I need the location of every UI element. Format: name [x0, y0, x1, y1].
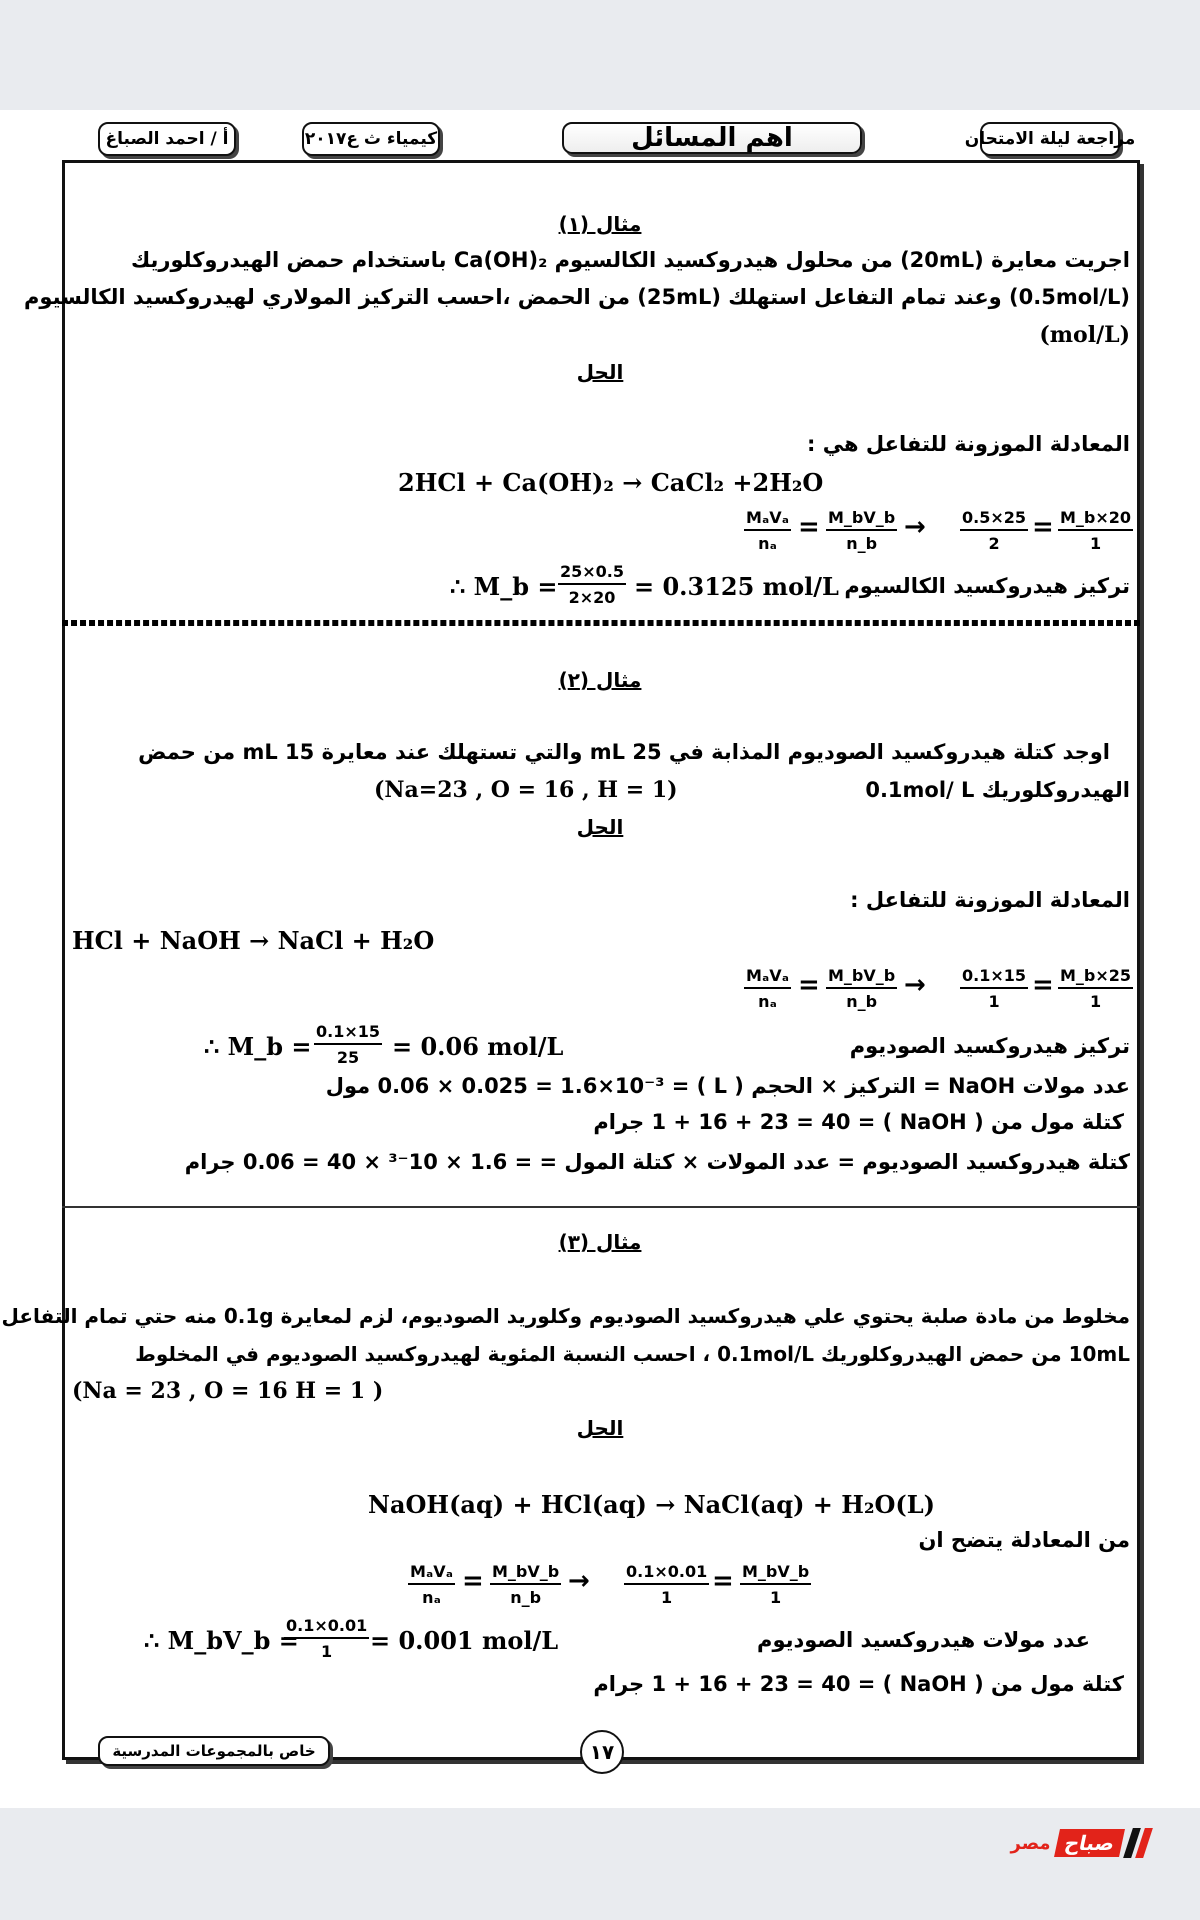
example-2-atomic-masses: (Na=23 , O = 16 , H = 1)	[374, 777, 678, 803]
example-3-moles-label: عدد مولات هيدروكسيد الصوديوم	[757, 1628, 1090, 1652]
example-3-result: = 0.001 mol/L	[370, 1626, 559, 1655]
example-1-solution: الحل	[576, 360, 624, 384]
example-2-therefore: ∴ M_b =	[204, 1032, 312, 1061]
example-1-calc-fraction: $\frac{25\times 0.5}{2\times 20}$	[560, 562, 625, 607]
page-frame	[62, 160, 1140, 1760]
example-3-heading: مثال (٣)	[558, 1230, 642, 1254]
example-3-line-1: مخلوط من مادة صلبة يحتوي علي هيدروكسيد الصوديوم وكلوريد الصوديوم، لزم لمعايرة 0.1g منه حتي تمام التفاعل	[1, 1304, 1130, 1328]
example-2-fraction-b: $\frac{M\_bV\_b}{n\_b}$	[828, 966, 896, 1011]
example-1-fraction-d: $\frac{M\_b\times 20}{1}$	[1060, 508, 1132, 553]
example-3-fraction-a: MₐVₐ nₐ	[410, 1562, 453, 1607]
example-3-line-2: 10mL من حمض الهيدروكلوريك 0.1mol/L ، احسب النسبة المئوية لهيدروكسيد الصوديوم في المخلوط	[135, 1342, 1130, 1366]
example-2-line-1: اوجد كتلة هيدروكسيد الصوديوم المذابة في 25 mL والتي تستهلك عند معايرة 15 mL من حمض	[138, 740, 1110, 764]
example-3-calc-fraction: $\frac{0.1\times 0.01}{1}$	[286, 1616, 368, 1661]
example-2-molar-mass-line: كتلة مول من ( NaOH ) = 1 + 16 + 23 = 40 جرام	[593, 1110, 1124, 1134]
example-3-atomic-masses: (Na = 23 , O = 16 H = 1 )	[72, 1378, 384, 1404]
example-2-line-2-arabic: الهيدروكلوريك 0.1mol/ L	[865, 778, 1130, 802]
example-2-fraction-d: $\frac{M\_b\times 25}{1}$	[1060, 966, 1132, 1011]
school-groups-label: خاص بالمجموعات المدرسية	[98, 1736, 330, 1766]
example-2-solution: الحل	[576, 815, 624, 839]
example-1-line-1: اجريت معايرة (20mL) من محلول هيدروكسيد الكالسيوم Ca(OH)₂ باستخدام حمض الهيدروكلوريك	[130, 248, 1130, 272]
review-label: مراجعة ليلة الامتحان	[980, 122, 1120, 156]
example-1-fraction-a: MₐVₐ nₐ	[746, 508, 789, 553]
example-3-fraction-c: $\frac{0.1\times 0.01}{1}$	[626, 1562, 708, 1607]
example-2-result: = 0.06 mol/L	[392, 1032, 564, 1061]
example-3-molar-mass-line: كتلة مول من ( NaOH ) = 1 + 16 + 23 = 40 جرام	[593, 1672, 1124, 1696]
example-1-fraction-c: $\frac{0.5\times 25}{2}$	[962, 508, 1027, 553]
example-3-fraction-b: $\frac{M\_bV\_b}{n\_b}$	[492, 1562, 560, 1607]
logo-bars-icon	[1128, 1828, 1148, 1858]
logo-box-text: صباح	[1054, 1829, 1125, 1857]
teacher-label: أ / احمد الصباغ	[98, 122, 236, 156]
example-1-equation-label: المعادلة الموزونة للتفاعل هي :	[807, 432, 1130, 456]
example-2-moles-line: عدد مولات NaOH = التركيز × الحجم ( L ) = 0.06 × 0.025 = 1.6×10⁻³ مول	[325, 1074, 1130, 1098]
page-title: اهم المسائل	[562, 122, 862, 154]
section-divider-2	[62, 1206, 1140, 1208]
example-2-heading: مثال (٢)	[558, 668, 642, 692]
brand-logo	[958, 1824, 1148, 1862]
section-divider	[62, 620, 1140, 626]
example-1-line-3: (mol/L)	[1039, 322, 1130, 348]
example-2-fraction-a: MₐVₐ nₐ	[746, 966, 789, 1011]
example-3-therefore: ∴ M_bV_b =	[144, 1626, 299, 1655]
example-3-equation: NaOH(aq) + HCl(aq) → NaCl(aq) + H₂O(L)	[368, 1490, 935, 1519]
example-1-fraction-b: $\frac{M\_bV\_b}{n\_b}$	[828, 508, 896, 553]
example-1-concentration-label: تركيز هيدروكسيد الكالسيوم	[844, 574, 1130, 598]
example-1-result: = 0.3125 mol/L	[634, 572, 839, 601]
page-number: ١٧	[580, 1730, 624, 1774]
example-1-heading: مثال (١)	[558, 212, 642, 236]
worksheet-page: مراجعة ليلة الامتحان اهم المسائل كيمياء ث ع٢٠١٧ أ / احمد الصباغ مثال (١) اجريت معايرة (20mL) من محلول هيدروكسيد الكالسيوم Ca(OH)₂ باستخدام حمض الهيدروكلوريك (0.5mol/L) وعند تمام التفاعل استهلك (25mL) من الحمض ،احسب التركيز المولاري لهيدروكسيد الكالسيوم (mol/L) الحل المعادلة الموزونة للتفاعل هي : 2HCl + Ca(OH)₂ → CaCl₂ +2H₂O MₐVₐ nₐ = $\frac{M\_bV\_b}{n\_b}$ → $\frac{0.5\times 25}{2}$ = $\frac{M\_b\times 20}{1}$ تركيز هيدروكسيد الكالسيوم ∴ M_b = $\frac{25\times 0.5}{2\times 20}$ = 0.3125 mol/L مثال (٢) اوجد كتلة هيدروكسيد الصوديوم المذابة في 25 mL والتي تستهلك عند معايرة 15 mL من حمض الهيدروكلوريك 0.1mol/ L (Na=23 , O = 16 , H = 1) الحل المعادلة الموزونة للتفاعل : HCl + NaOH → NaCl + H₂O MₐVₐ nₐ = $\frac{M\_bV\_b}{n\_b}$ → $\frac{0.1\times 15}{1}$ = $\frac{M\_b\times 25}{1}$ تركيز هيدروكسيد الصوديوم ∴ M_b = $\frac{0.1\times 15}{25}$ = 0.06 mol/L عدد مولات NaOH = التركيز × الحجم ( L ) = 0.06 × 0.025 = 1.6×10⁻³ مول كتلة مول من ( NaOH ) = 1 + 16 + 23 = 40 جرام كتلة هيدروكسيد الصوديوم = عدد المولات × كتلة المول = = 1.6 × 10⁻³ × 40 = 0.06 جرام مثال (٣) مخلوط من مادة صلبة يحتوي علي هيدروكسيد الصوديوم وكلوريد الصوديوم، لزم لمعايرة 0.1g منه حتي تمام التفاعل 10mL من حمض الهيدروكلوريك 0.1mol/L ، احسب النسبة المئوية لهيدروكسيد الصوديوم في المخلوط (Na = 23 , O = 16 H = 1 ) الحل NaOH(aq) + HCl(aq) → NaCl(aq) + H₂O(L) من المعادلة يتضح ان MₐVₐ nₐ = $\frac{M\_bV\_b}{n\_b}$ → $\frac{0.1\times 0.01}{1}$ = $\frac{M\_bV\_b}{1}$ عدد مولات هيدروكسيد الصوديوم ∴ M_bV_b = $\frac{0.1\times 0.01}{1}$ = 0.001 mol/L كتلة مول من ( NaOH ) = 1 + 16 + 23 = 40 جرام خاص بالمجموعات المدرسية ١٧	[0, 110, 1200, 1808]
example-2-mass-line: كتلة هيدروكسيد الصوديوم = عدد المولات × كتلة المول = = 1.6 × 10⁻³ × 40 = 0.06 جرام	[184, 1150, 1130, 1174]
example-1-line-2: (0.5mol/L) وعند تمام التفاعل استهلك (25mL) من الحمض ،احسب التركيز المولاري لهيدروكسيد الكالسيوم	[24, 285, 1130, 309]
example-2-concentration-label: تركيز هيدروكسيد الصوديوم	[849, 1034, 1130, 1058]
example-1-therefore: ∴ M_b =	[450, 572, 558, 601]
example-2-equation: HCl + NaOH → NaCl + H₂O	[72, 926, 435, 955]
example-3-solution: الحل	[576, 1416, 624, 1440]
example-3-equation-label: من المعادلة يتضح ان	[918, 1528, 1130, 1552]
example-1-equation: 2HCl + Ca(OH)₂ → CaCl₂ +2H₂O	[398, 468, 824, 497]
example-2-calc-fraction: $\frac{0.1\times 15}{25}$	[316, 1022, 381, 1067]
example-2-equation-label: المعادلة الموزونة للتفاعل :	[850, 888, 1130, 912]
subject-label: كيمياء ث ع٢٠١٧	[302, 122, 440, 156]
example-2-fraction-c: $\frac{0.1\times 15}{1}$	[962, 966, 1027, 1011]
example-3-fraction-d: $\frac{M\_bV\_b}{1}$	[742, 1562, 810, 1607]
logo-text: مصر	[1010, 1832, 1051, 1854]
